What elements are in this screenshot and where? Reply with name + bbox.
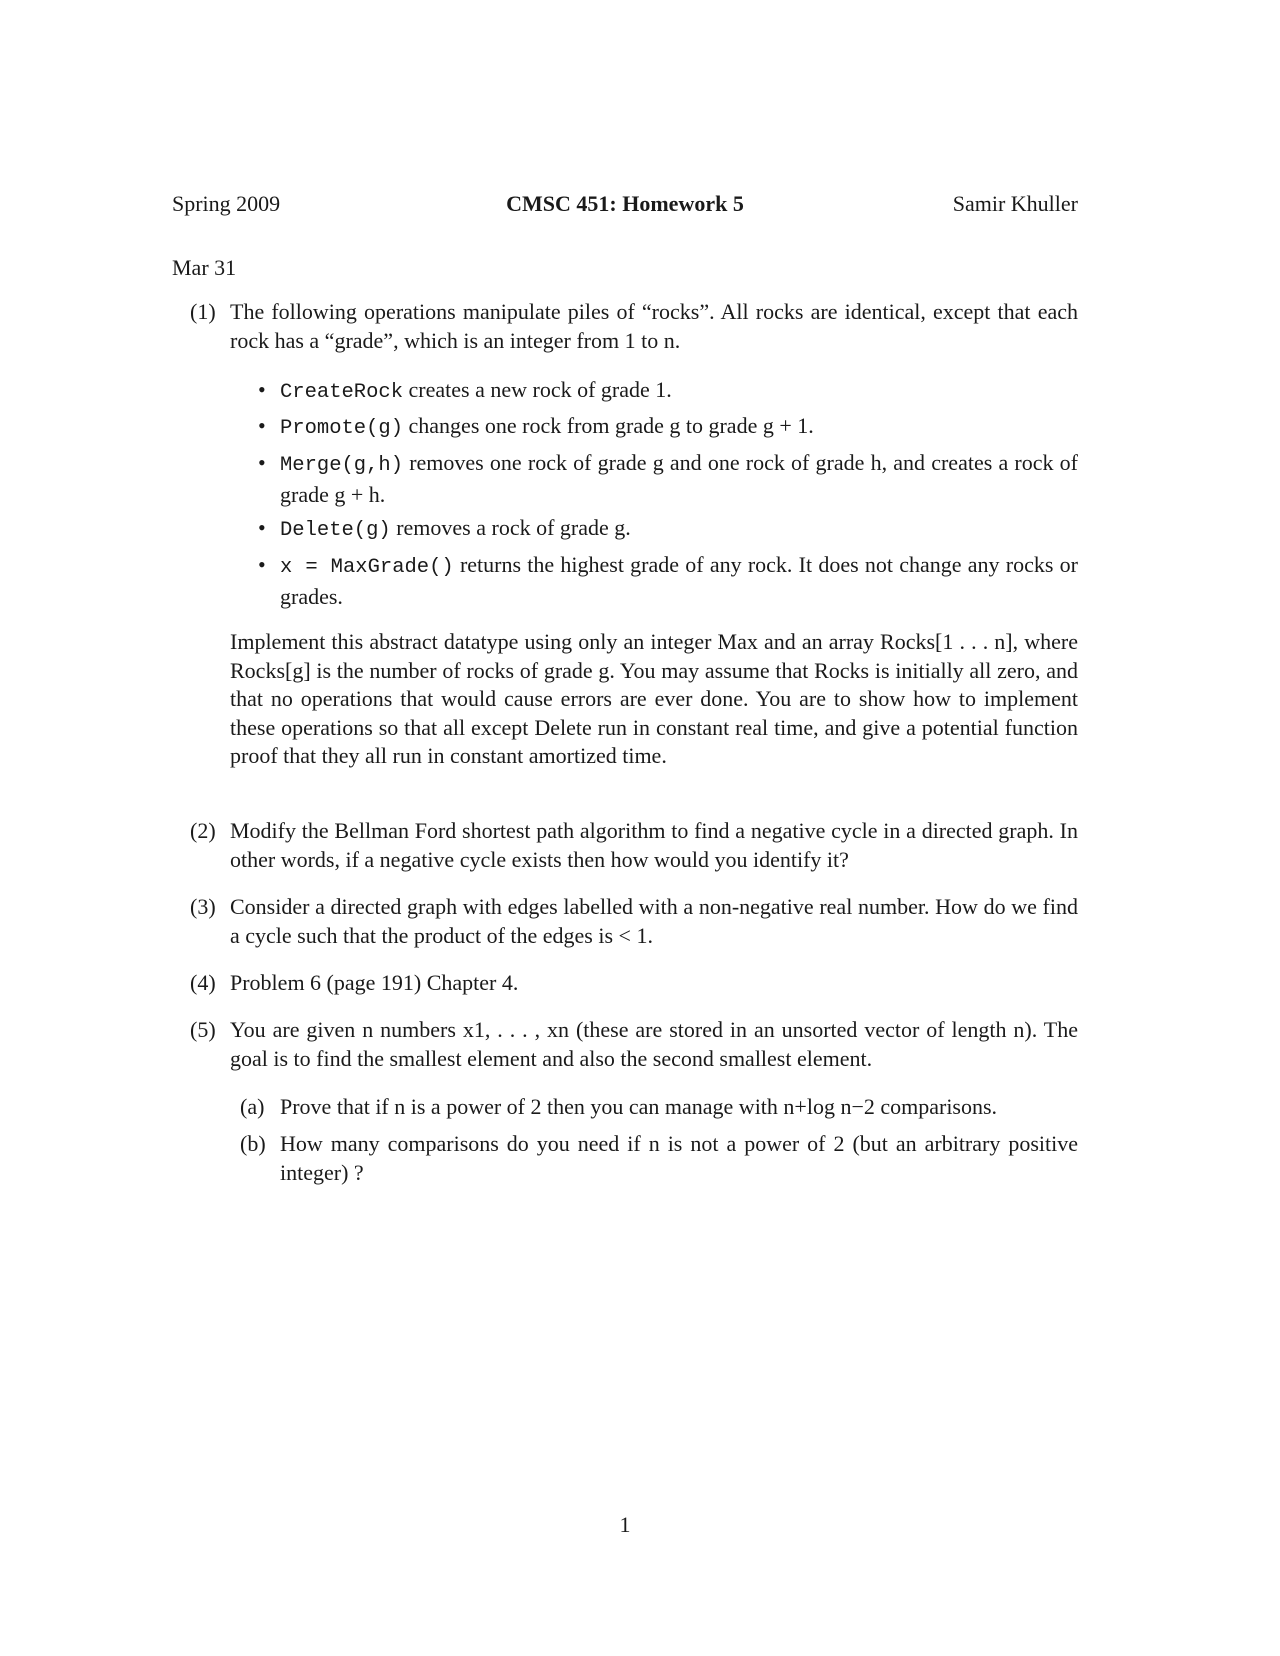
- operation-description: removes a rock of grade g.: [390, 515, 631, 540]
- author-name: Samir Khuller: [952, 191, 1078, 216]
- operation-code: Delete(g): [280, 519, 391, 542]
- problem-number: (3): [190, 894, 216, 919]
- bullet-icon: •: [258, 413, 266, 438]
- part-text: How many comparisons do you need if n is not a power of 2 (but an arbitrary positive integer) ?: [280, 1131, 1078, 1185]
- problem-number: (5): [190, 1017, 216, 1042]
- problem-1-intro: The following operations manipulate piles of “rocks”. All rocks are identical, except that each rock has a “grade”, which is an integer from 1 to n.: [230, 299, 1078, 353]
- page-header: [172, 190, 1078, 220]
- semester-label: Spring 2009: [172, 191, 281, 216]
- operation-code: x = MaxGrade(): [280, 556, 454, 579]
- part-label: (a): [240, 1094, 265, 1119]
- problem-number: (2): [190, 818, 216, 843]
- list-item: [258, 514, 1078, 546]
- problem-2: [190, 817, 1078, 874]
- list-item: [258, 412, 1078, 444]
- problem-1-implementation: [190, 628, 1078, 771]
- problem-5-text: You are given n numbers x1, . . . , xn (these are stored in an unsorted vector of length n). The goal is to find the smallest element and also the second smallest element.: [230, 1017, 1078, 1071]
- implementation-paragraph: Implement this abstract datatype using only an integer Max and an array Rocks[1 . . . n], where Rocks[g] is the number of rocks of grade g. You may assume that Rocks is initially all zero, and that no operations that would cause errors are ever done. You are to show how to implement these operations so that all except Delete run in constant real time, and give a potential function proof that they all run in constant amortized time.: [230, 629, 1078, 768]
- problem-5-part-a: [240, 1093, 1078, 1122]
- problem-4-text: Problem 6 (page 191) Chapter 4.: [230, 970, 519, 995]
- problem-5: [190, 1016, 1078, 1073]
- problem-3-text: Consider a directed graph with edges labelled with a non-negative real number. How do we find a cycle such that the product of the edges is < 1.: [230, 894, 1078, 948]
- operation-code: Promote(g): [280, 417, 404, 440]
- due-date: Mar 31: [172, 255, 237, 280]
- operation-code: Merge(g,h): [280, 454, 404, 477]
- operation-description: removes one rock of grade g and one rock of grade h, and creates a rock of grade g + h.: [280, 450, 1078, 507]
- problem-1: [190, 298, 1078, 355]
- operation-code: CreateRock: [280, 381, 404, 404]
- bullet-icon: •: [258, 377, 266, 402]
- operation-description: returns the highest grade of any rock. It does not change any rocks or grades.: [280, 552, 1078, 609]
- list-item: [258, 376, 1078, 408]
- bullet-icon: •: [258, 515, 266, 540]
- page-number: 1: [619, 1512, 631, 1537]
- problem-3: [190, 893, 1078, 950]
- document-title: CMSC 451: Homework 5: [506, 191, 744, 216]
- list-item: [258, 551, 1078, 611]
- part-text: Prove that if n is a power of 2 then you can manage with n+log n−2 comparisons.: [280, 1094, 998, 1119]
- bullet-icon: •: [258, 552, 266, 577]
- problem-number: (4): [190, 970, 216, 995]
- operation-description: creates a new rock of grade 1.: [403, 377, 672, 402]
- problem-5-part-b: [240, 1130, 1078, 1187]
- problem-4: [190, 969, 1078, 998]
- problem-number: (1): [190, 299, 216, 324]
- problem-2-text: Modify the Bellman Ford shortest path algorithm to find a negative cycle in a directed graph. In other words, if a negative cycle exists then how would you identify it?: [230, 818, 1078, 872]
- operation-description: changes one rock from grade g to grade g + 1.: [403, 413, 814, 438]
- list-item: [258, 449, 1078, 509]
- part-label: (b): [240, 1131, 266, 1156]
- bullet-icon: •: [258, 450, 266, 475]
